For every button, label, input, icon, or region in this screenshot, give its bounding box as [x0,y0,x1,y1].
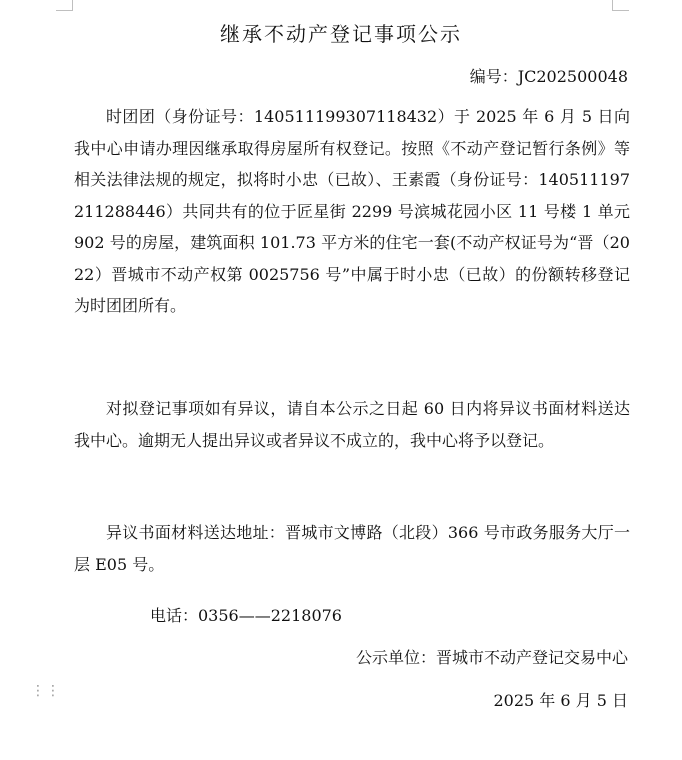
paragraph-objection-notice: 对拟登记事项如有异议，请自本公示之日起 60 日内将异议书面材料送达我中心。逾期无人提出异议或者异议不成立的，我中心将予以登记。 [74,399,630,450]
page-corner-mark-top-right [612,0,629,11]
contact-phone: 电话：0356——2218076 [150,606,342,625]
paragraph-application: 时团团（身份证号：140511199307118432）于 2025 年 6 月 5 日向我中心申请办理因继承取得房屋所有权登记。按照《不动产登记暂行条例》等相关法律法规的规定，拟将时小忠（已故）、王素霞（身份证号：140511197211288446）共同共有的位于匠星街 2299 号滨城花园小区 11 号楼 1 单元 902 号的房屋，建筑面积 101.73 平方米的住宅一套(不动产权证号为“晋（2022）晋城市不动产权第 0025756 号”中属于时小忠（已故）的份额转移登记为时团团所有。 [74,107,630,315]
issuing-unit: 公示单位：晋城市不动产登记交易中心 [355,648,628,667]
publication-date: 2025 年 6 月 5 日 [493,691,628,710]
page-corner-mark-top-left [56,0,73,11]
document-number: 编号：JC202500048 [469,67,628,86]
drag-handle-icon[interactable]: ⋮⋮ [31,683,61,699]
document-title: 继承不动产登记事项公示 [220,22,462,46]
paragraph-objection-address: 异议书面材料送达地址：晋城市文博路（北段）366 号市政务服务大厅一层 E05 号。 [74,523,630,574]
